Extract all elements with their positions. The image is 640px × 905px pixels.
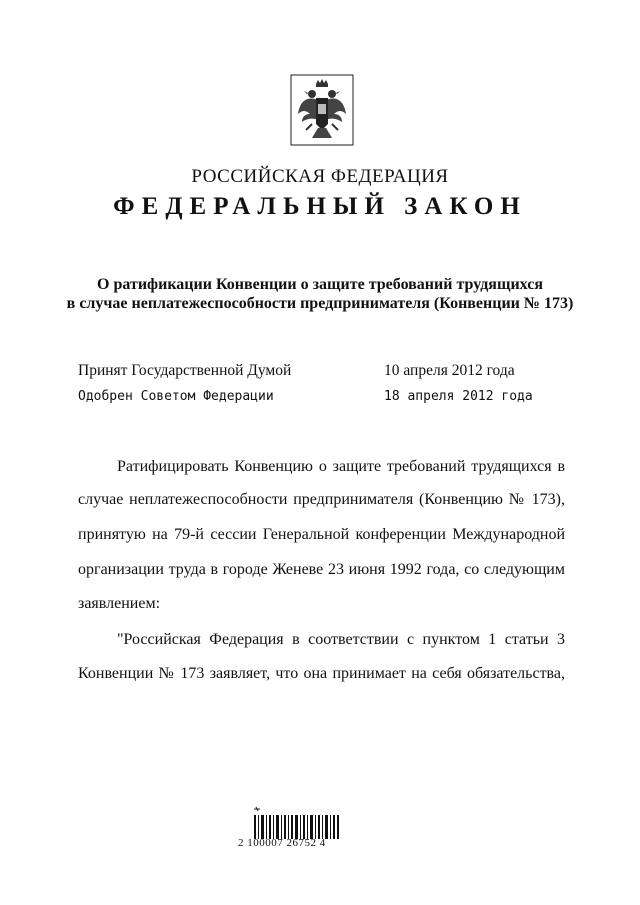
law-title-line-2: в случае неплатежеспособности предпринимателя (Конвенции № 173) — [66, 295, 574, 312]
council-approval-date: 18 апреля 2012 года — [384, 389, 533, 404]
body-line: "Российская Федерация в соответствии с пунктом 1 статьи 3 — [117, 631, 565, 648]
coat-of-arms-icon — [290, 74, 354, 146]
barcode — [252, 805, 342, 841]
law-title-line-1: О ратификации Конвенции о защите требований трудящихся — [97, 276, 543, 293]
body-line: Конвенции № 173 заявляет, что она принимает на себя обязательства, — [78, 665, 565, 682]
barcode-number: 2 100007 26752 4 — [238, 837, 326, 849]
document-type: ФЕДЕРАЛЬНЫЙ ЗАКОН — [113, 193, 527, 220]
body-line: Ратифицировать Конвенцию о защите требований трудящихся в — [117, 458, 565, 475]
duma-adoption-date: 10 апреля 2012 года — [384, 362, 515, 379]
country-name: РОССИЙСКАЯ ФЕДЕРАЦИЯ — [191, 166, 449, 187]
council-approval-label: Одобрен Советом Федерации — [78, 389, 274, 404]
duma-adoption-label: Принят Государственной Думой — [78, 362, 292, 379]
body-line: организации труда в городе Женеве 23 июня 1992 года, со следующим — [78, 561, 565, 578]
body-line: случае неплатежеспособности предпринимателя (Конвенцию № 173), — [78, 491, 565, 508]
body-line: принятую на 79-й сессии Генеральной конференции Международной — [78, 526, 565, 543]
body-line: заявлением: — [78, 595, 161, 612]
